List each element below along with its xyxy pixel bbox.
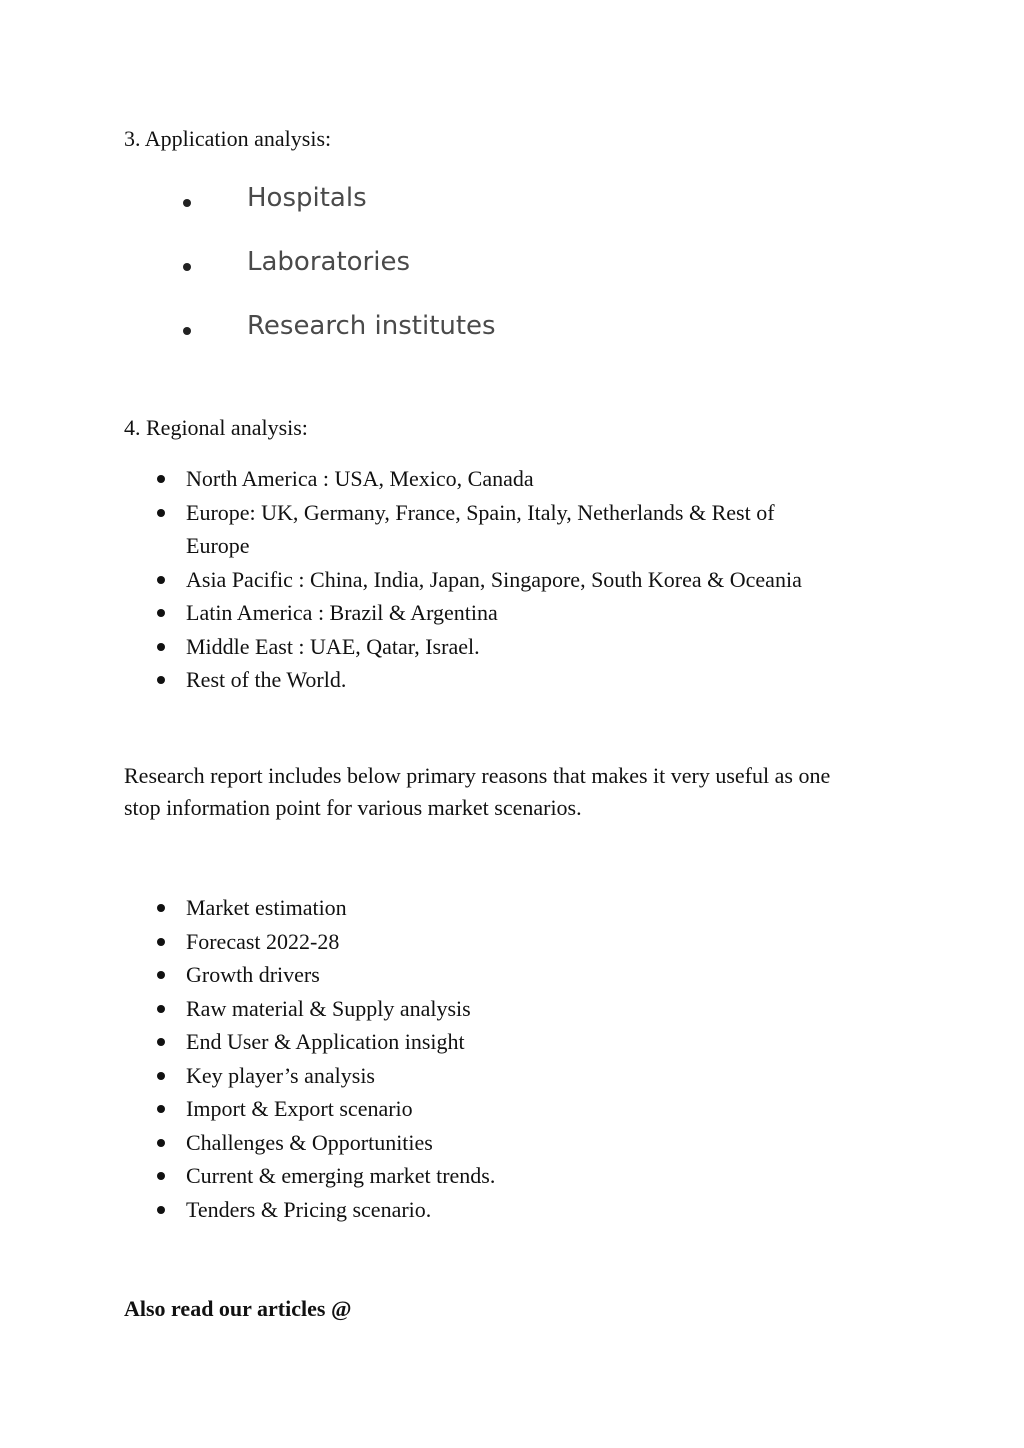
bullet-icon bbox=[157, 1172, 165, 1180]
bullet-icon bbox=[183, 327, 191, 335]
bullet-icon bbox=[157, 938, 165, 946]
bullet-icon bbox=[157, 509, 165, 517]
bullet-icon bbox=[157, 475, 165, 483]
list-item-continuation: Europe bbox=[186, 533, 250, 558]
application-item-hospitals: Hospitals bbox=[247, 183, 367, 213]
intro-line-2: stop information point for various market scenarios. bbox=[124, 795, 582, 820]
list-item: Rest of the World. bbox=[0, 663, 1024, 697]
application-item-research-institutes: Research institutes bbox=[247, 311, 496, 341]
application-item-laboratories: Laboratories bbox=[247, 247, 411, 277]
bullet-icon bbox=[157, 643, 165, 651]
list-item: Current & emerging market trends. bbox=[0, 1159, 1024, 1193]
list-item: End User & Application insight bbox=[0, 1025, 1024, 1059]
list-item: Tenders & Pricing scenario. bbox=[0, 1193, 1024, 1227]
list-item: Forecast 2022-28 bbox=[0, 925, 1024, 959]
bullet-icon bbox=[157, 904, 165, 912]
bullet-icon bbox=[157, 1139, 165, 1147]
bullet-icon bbox=[183, 263, 191, 271]
bullet-icon bbox=[157, 1072, 165, 1080]
bullet-icon bbox=[157, 1038, 165, 1046]
reasons-list bbox=[0, 891, 1024, 1226]
intro-line-1: Research report includes below primary reasons that makes it very useful as one bbox=[124, 763, 831, 788]
bullet-icon bbox=[157, 1206, 165, 1214]
regional-list bbox=[0, 462, 1024, 697]
list-item: North America : USA, Mexico, Canada bbox=[0, 462, 1024, 496]
regional-analysis-heading: 4. Regional analysis: bbox=[124, 415, 308, 440]
list-item: Market estimation bbox=[0, 891, 1024, 925]
list-item: Key player’s analysis bbox=[0, 1059, 1024, 1093]
list-item: Challenges & Opportunities bbox=[0, 1126, 1024, 1160]
bullet-icon bbox=[157, 576, 165, 584]
intro-paragraph bbox=[124, 760, 914, 824]
bullet-icon bbox=[157, 971, 165, 979]
list-item: Growth drivers bbox=[0, 958, 1024, 992]
bullet-icon bbox=[157, 1005, 165, 1013]
bullet-icon bbox=[183, 199, 191, 207]
bullet-icon bbox=[157, 1105, 165, 1113]
application-analysis-heading: 3. Application analysis: bbox=[124, 126, 332, 151]
list-item: Europe: UK, Germany, France, Spain, Italy, Netherlands & Rest of bbox=[0, 496, 1024, 530]
bullet-icon bbox=[157, 609, 165, 617]
list-item: Import & Export scenario bbox=[0, 1092, 1024, 1126]
list-item: Raw material & Supply analysis bbox=[0, 992, 1024, 1026]
list-item: Latin America : Brazil & Argentina bbox=[0, 596, 1024, 630]
list-item: Middle East : UAE, Qatar, Israel. bbox=[0, 630, 1024, 664]
also-read-heading: Also read our articles @ bbox=[124, 1296, 352, 1321]
list-item: Asia Pacific : China, India, Japan, Singapore, South Korea & Oceania bbox=[0, 563, 1024, 597]
bullet-icon bbox=[157, 676, 165, 684]
